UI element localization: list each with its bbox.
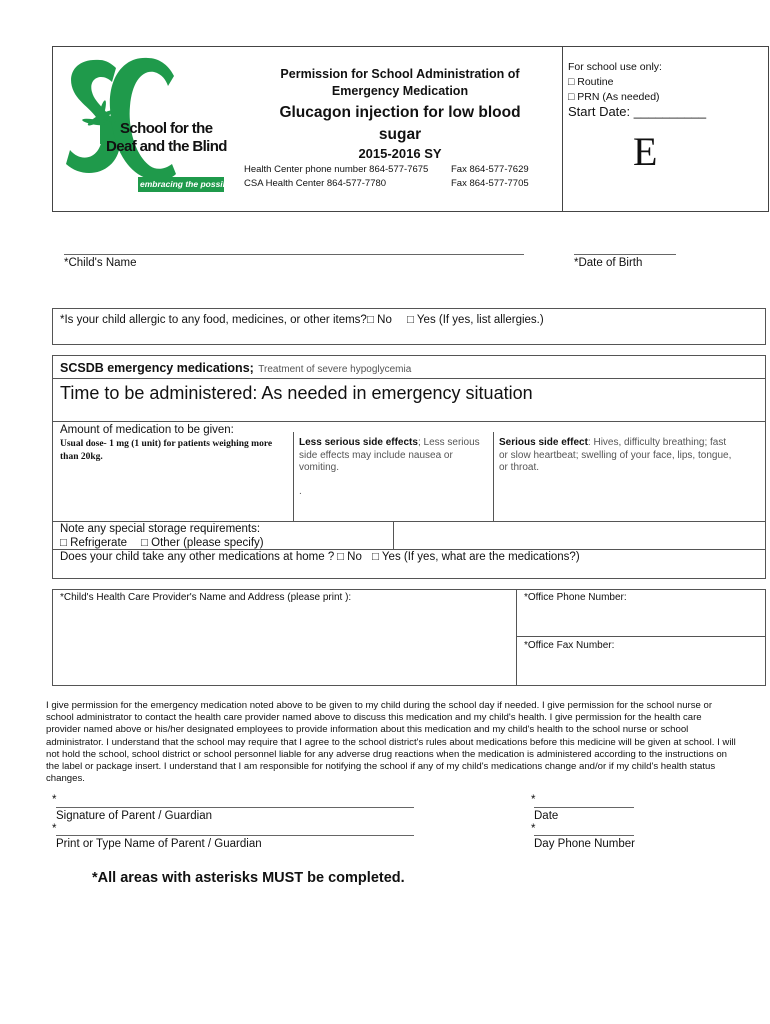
less-serious-effects (299, 437, 489, 475)
date-label: Date (534, 810, 559, 822)
less-serious-label: Less serious side effects (299, 437, 418, 448)
health-center-phone: Health Center phone number 864-577-7675 (244, 164, 429, 175)
office-phone-label[interactable]: *Office Phone Number: (524, 592, 627, 603)
divider (52, 378, 766, 379)
administration-time: Time to be administered: As needed in emergency situation (60, 383, 533, 403)
school-use-block (568, 60, 662, 105)
home-meds-no-checkbox[interactable]: □ No (337, 551, 362, 563)
col-divider-1 (293, 432, 294, 521)
dob-label: *Date of Birth (574, 257, 643, 269)
medications-heading-row (60, 359, 411, 377)
provider-split (516, 636, 766, 637)
child-name-label: *Child's Name (64, 257, 137, 269)
title-line2: Emergency Medication (331, 84, 469, 98)
header-divider (562, 46, 563, 212)
asterisk-notice: *All areas with asterisks MUST be completed. (92, 870, 405, 886)
title-line1: Permission for School Administration of (280, 67, 520, 81)
signature-label: Signature of Parent / Guardian (56, 810, 212, 822)
logo-line1: School for the (120, 120, 213, 137)
child-name-line[interactable] (64, 254, 524, 255)
less-serious-text: ; Less serious side effects may include nausea or vomiting. (299, 437, 480, 473)
print-name-asterisk: * (52, 823, 57, 835)
csa-phone: CSA Health Center 864-577-7780 (244, 178, 387, 189)
health-center-fax: Fax 864-577-7629 (451, 164, 529, 175)
dob-line[interactable] (574, 254, 676, 255)
form-title (240, 66, 560, 100)
serious-text: : Hives, difficulty breathing; fast or slow heartbeat; swelling of your face, lips, tongue, or throat. (499, 437, 732, 473)
medications-heading-note: Treatment of severe hypoglycemia (258, 364, 412, 375)
print-name-label: Print or Type Name of Parent / Guardian (56, 838, 262, 850)
date-line[interactable] (534, 807, 634, 808)
serious-label: Serious side effect (499, 437, 588, 448)
home-meds-yes-checkbox[interactable]: □ Yes (If yes, what are the medications?) (372, 551, 580, 563)
usual-dose: Usual dose- 1 mg (1 unit) for patients weighing more than 20kg. (60, 439, 273, 462)
serious-effects (499, 437, 735, 475)
provider-divider (516, 589, 517, 686)
school-year: 2015-2016 SY (358, 146, 442, 161)
divider (52, 521, 766, 522)
storage-label: Note any special storage requirements: (60, 523, 261, 535)
medications-heading: SCSDB emergency medications; (60, 361, 254, 375)
provider-name-label[interactable]: *Child's Health Care Provider's Name and Address (please print ): (60, 592, 352, 603)
divider (52, 421, 766, 422)
form-subtitle (240, 102, 560, 146)
divider (52, 549, 766, 550)
col-divider-2 (493, 432, 494, 521)
prn-checkbox[interactable]: □ PRN (As needed) (568, 91, 660, 103)
start-date-field[interactable]: Start Date: __________ (568, 104, 707, 119)
day-phone-label: Day Phone Number (534, 838, 635, 850)
home-meds-question: Does your child take any other medications at home ? (60, 551, 335, 563)
subtitle-line1: Glucagon injection for low blood (279, 104, 521, 121)
signature-asterisk: * (52, 794, 57, 806)
school-logo (60, 54, 250, 200)
refrigerate-checkbox[interactable]: □ Refrigerate (60, 537, 128, 549)
other-storage-checkbox[interactable]: □ Other (please specify) (141, 537, 264, 549)
logo-line2: Deaf and the Blind (106, 138, 227, 155)
allergy-yes-checkbox[interactable]: □ Yes (If yes, list allergies.) (407, 314, 544, 326)
less-serious-dot: . (299, 486, 302, 497)
allergy-no-checkbox[interactable]: □ No (367, 314, 392, 326)
day-phone-line[interactable] (534, 835, 634, 836)
school-use-label: For school use only: (568, 61, 662, 73)
print-name-line[interactable] (56, 835, 414, 836)
logo-tagline: embracing the possibilities (140, 179, 250, 189)
signature-line[interactable] (56, 807, 414, 808)
allergy-question: *Is your child allergic to any food, medicines, or other items? (60, 314, 367, 326)
storage-divider (393, 521, 394, 549)
subtitle-line2: sugar (378, 126, 422, 143)
amount-label: Amount of medication to be given: (60, 424, 234, 436)
routine-checkbox[interactable]: □ Routine (568, 76, 614, 88)
permission-statement: I give permission for the emergency medication noted above to be given to my child during the school day if needed. I give permission for the school nurse or school administrator to contact the health care provider named above to discuss this medication and my child's health. I give permission for the health care provider named above or his/her designated employees to provide information about this medication and my child's health to the school nurse or school administrator. I understand that the school may require that I agree to the school district's rules about medications before this medicine will be given at school. I will not hold the school, school district or school personnel liable for any adverse drug reactions when the medication is administered according to the instructions on the label or package insert. I understand that I am responsible for notifying the school if any of my child's medications change and/or if my child's health status changes. (46, 700, 736, 785)
form-code: E (633, 129, 658, 174)
office-fax-label[interactable]: *Office Fax Number: (524, 640, 615, 651)
phone-asterisk: * (531, 823, 536, 835)
csa-fax: Fax 864-577-7705 (451, 178, 529, 189)
date-asterisk: * (531, 794, 536, 806)
